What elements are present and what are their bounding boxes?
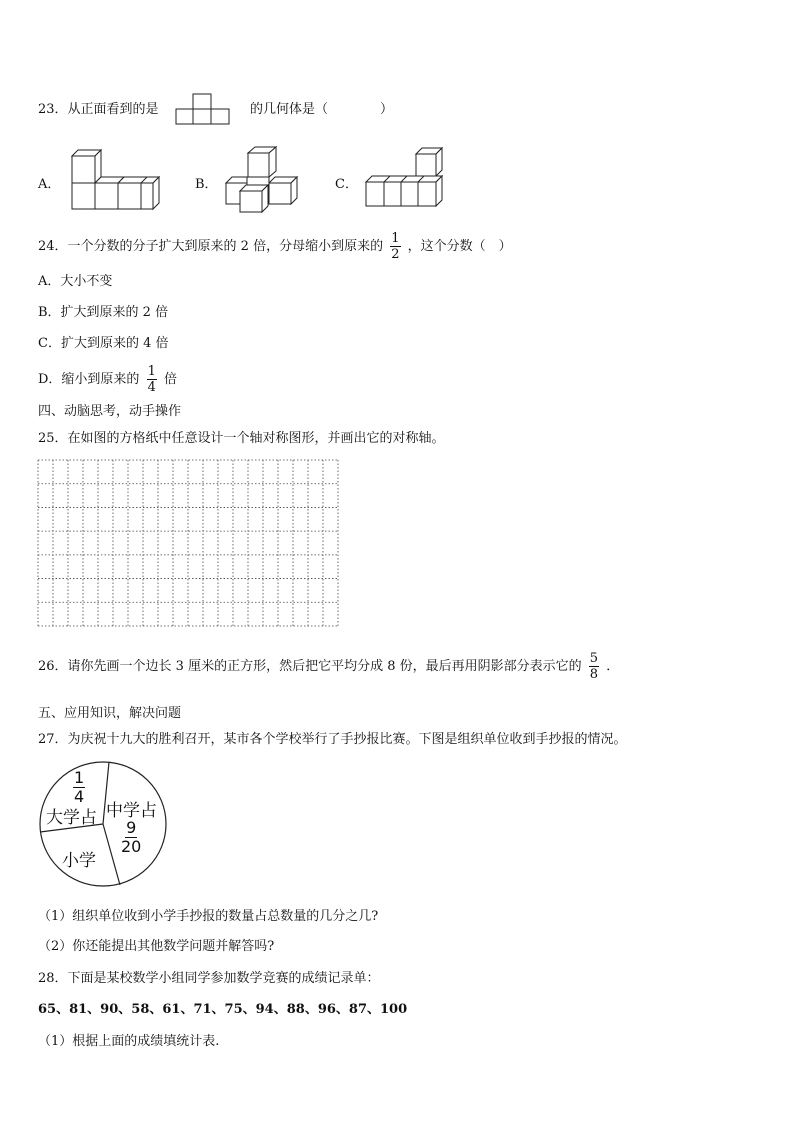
q25-stem: 25．在如图的方格纸中任意设计一个轴对称图形，并画出它的对称轴。 — [38, 431, 445, 446]
q24-stem-start: 24．一个分数的分子扩大到原来的 2 倍，分母缩小到原来的 — [38, 239, 384, 254]
q28-scores: 65、81、90、58、61、71、75、94、88、96、87、100 — [38, 1002, 408, 1017]
q26-fraction — [589, 652, 599, 681]
q24-fraction — [390, 232, 400, 261]
q23-stem — [38, 98, 159, 117]
pie-middle-denominator: 20 — [121, 837, 142, 856]
q27-sub2: （2）你还能提出其他数学问题并解答吗? — [38, 939, 275, 954]
q28-sub1: （1）根据上面的成绩填统计表. — [38, 1034, 220, 1049]
option-b-cube-figure — [224, 145, 306, 215]
q24-option-d-numerator: 1 — [147, 364, 156, 379]
q26-fraction-denominator: 8 — [589, 667, 599, 682]
q24-fraction-numerator: 1 — [391, 231, 400, 246]
q27-sub1: （1）组织单位收到小学手抄报的数量占总数量的几分之几? — [38, 909, 379, 924]
q27-stem: 27．为庆祝十九大的胜利召开，某市各个学校举行了手抄报比赛。下图是组织单位收到手抄报的情况。 — [38, 732, 627, 747]
q24-fraction-denominator: 2 — [391, 247, 400, 262]
option-a-cube-figure — [68, 148, 163, 212]
section-5-heading: 五、应用知识，解决问题 — [38, 706, 182, 721]
section-4-heading: 四、动脑思考，动手操作 — [38, 404, 182, 419]
q26-text: 26．请你先画一个边长 3 厘米的正方形，然后把它平均分成 8 份，最后再用阴影部分表示它的 — [38, 659, 582, 674]
q28-stem: 28．下面是某校数学小组同学参加数学竞赛的成绩记录单： — [38, 971, 380, 986]
q23-prefix: 23．从正面看到的是 — [38, 102, 159, 117]
q24-option-a: A．大小不变 — [38, 274, 113, 289]
q26-fraction-numerator: 5 — [589, 651, 599, 666]
q26-stem — [38, 652, 619, 681]
pie-primary-label: 小学 — [62, 851, 96, 871]
q24-option-b: B．扩大到原来的 2 倍 — [38, 305, 169, 320]
q24-stem — [38, 232, 512, 261]
q23-option-b-label: B． — [195, 177, 218, 192]
pie-college-label: 大学占 — [46, 808, 97, 828]
q24-stem-end: ，这个分数（ ） — [407, 239, 512, 254]
q24-option-d-start: D．缩小到原来的 — [38, 372, 140, 387]
pie-middle-label: 中学占 — [106, 801, 157, 821]
pie-college-denominator: 4 — [74, 787, 85, 806]
q26-end: ． — [606, 659, 620, 674]
q24-option-d-fraction — [147, 365, 157, 394]
q23-suffix: 的几何体是（ ） — [250, 102, 394, 117]
q24-option-c: C．扩大到原来的 4 倍 — [38, 336, 169, 351]
q23-option-a-label: A． — [38, 177, 61, 192]
q24-option-d — [38, 365, 177, 394]
pie-college-numerator: 1 — [74, 768, 85, 787]
pie-middle-numerator: 9 — [126, 818, 137, 837]
option-c-cube-figure — [364, 146, 446, 212]
pie-middle-fraction — [118, 820, 144, 855]
q24-option-d-denominator: 4 — [147, 380, 156, 395]
front-view-figure — [176, 92, 232, 126]
q23-option-c-label: C． — [335, 177, 358, 192]
q24-option-d-end: 倍 — [164, 372, 178, 387]
dotted-grid-paper — [38, 460, 340, 628]
pie-college-fraction — [70, 770, 88, 805]
